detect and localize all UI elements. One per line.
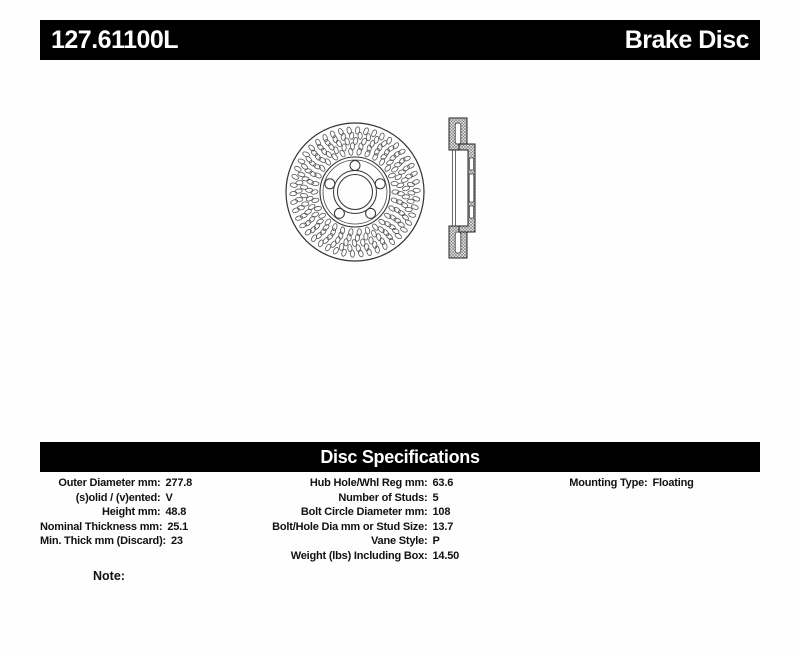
technical-drawing (0, 60, 800, 440)
product-type: Brake Disc (624, 25, 749, 54)
spec-row (248, 534, 612, 549)
spec-label: Number of Studs: (338, 491, 428, 504)
spec-value: 14.50 (432, 549, 460, 562)
drilled-dimple-pattern (289, 127, 420, 258)
spec-row (248, 505, 612, 520)
spec-section-header (40, 442, 760, 472)
spec-row (248, 549, 612, 564)
spec-section-title: Disc Specifications (320, 446, 480, 467)
spec-value: 108 (432, 506, 451, 519)
spec-column-mounting (540, 476, 760, 491)
spec-value: 63.6 (432, 477, 454, 489)
spec-label: Height mm: (101, 506, 161, 519)
brake-disc-front-view (286, 123, 424, 261)
spec-value: 25.1 (167, 520, 188, 533)
section-hat-bore (469, 174, 474, 202)
spec-label: Nominal Thickness mm: (40, 520, 163, 533)
spec-label: Weight (lbs) Including Box: (290, 549, 428, 562)
spec-label: (s)olid / (v)ented: (75, 491, 161, 504)
spec-value: 23 (171, 535, 183, 548)
spec-value: V (165, 491, 173, 504)
spec-label: Outer Diameter mm: (58, 477, 161, 489)
spec-label: Bolt/Hole Dia mm or Stud Size: (272, 520, 428, 533)
spec-value: 48.8 (165, 506, 187, 519)
spec-row (248, 520, 612, 535)
spec-value: 277.8 (165, 477, 193, 489)
spec-value: 13.7 (432, 520, 454, 533)
spec-row (248, 491, 612, 506)
brake-disc-cross-section (449, 118, 475, 258)
header-bar (40, 20, 760, 60)
spec-value: Floating (652, 477, 694, 489)
spec-row (540, 476, 760, 491)
spec-label: Vane Style: (371, 535, 428, 548)
spec-label: Min. Thick mm (Discard): (40, 535, 166, 548)
section-stud-hole-top (469, 158, 473, 170)
section-bottom-vane-slot (455, 232, 461, 253)
note-label: Note: (93, 569, 125, 583)
spec-label: Mounting Type: (569, 477, 648, 489)
spec-value: P (432, 535, 440, 548)
part-number: 127.61100L (51, 25, 179, 54)
section-stud-hole-bottom (469, 206, 473, 218)
spec-value: 5 (432, 491, 439, 504)
spec-label: Hub Hole/Whl Reg mm: (309, 477, 428, 489)
spec-label: Bolt Circle Diameter mm: (300, 506, 428, 519)
section-top-vane-slot (455, 123, 461, 144)
section-silhouette-lines (453, 150, 456, 226)
